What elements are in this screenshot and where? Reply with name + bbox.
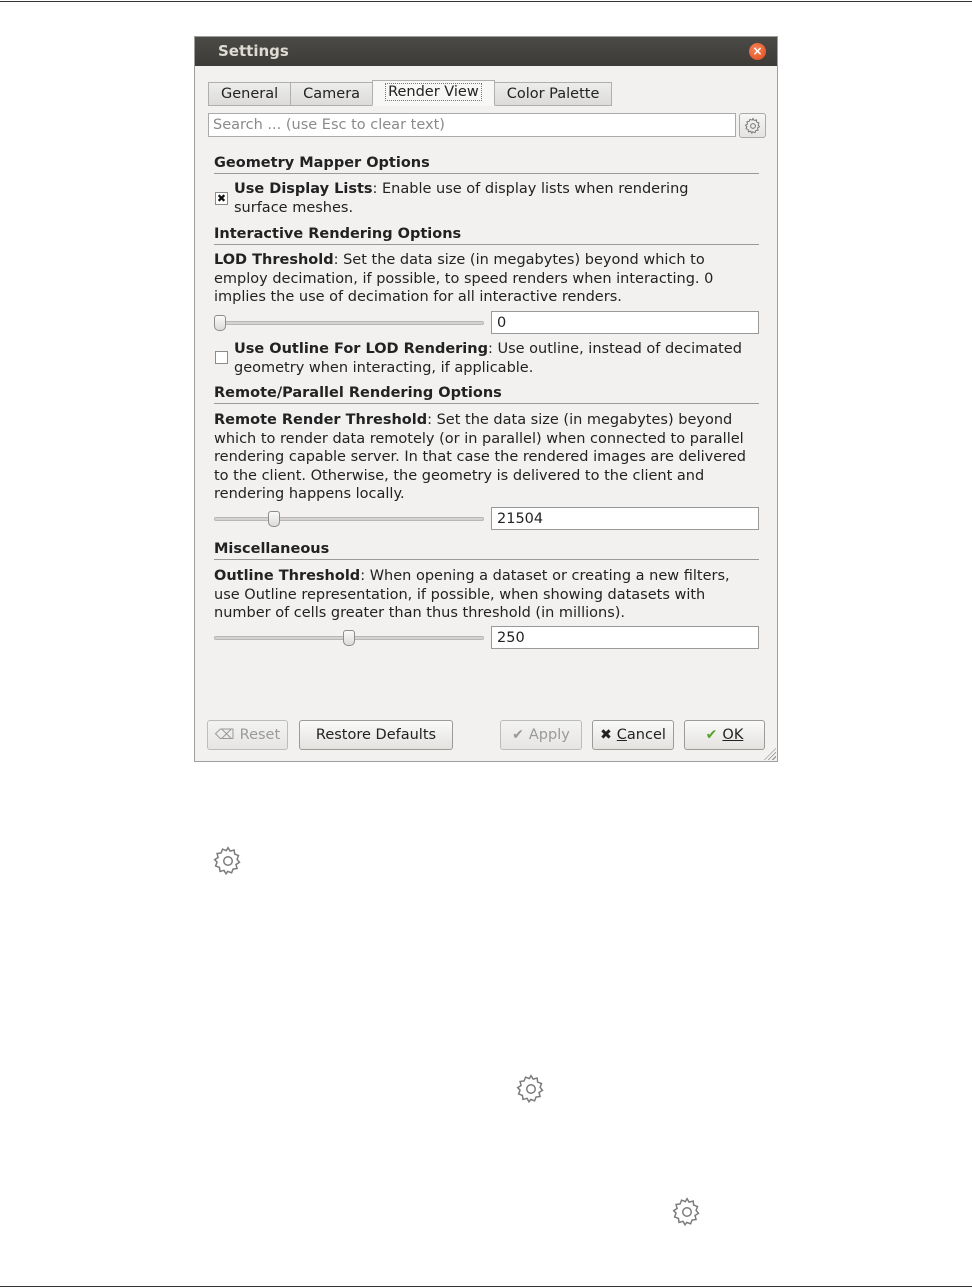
tab-bar — [208, 80, 611, 106]
tab-general[interactable] — [208, 82, 291, 106]
outline-threshold-text — [214, 567, 759, 623]
display-lists-checkbox[interactable]: ✖ — [216, 192, 227, 205]
apply-label: Apply — [528, 727, 570, 743]
outline-lod-label: Use Outline For LOD Rendering — [234, 341, 488, 357]
close-icon[interactable]: × — [749, 43, 766, 60]
clear-icon: ⌫ — [214, 727, 235, 743]
reset-button[interactable] — [207, 720, 288, 750]
cross-icon: ✖ — [600, 727, 612, 743]
tab-label: Render View — [385, 83, 482, 101]
title-bar — [195, 37, 777, 66]
tab-camera[interactable] — [290, 82, 373, 106]
checkmark-icon: ✔ — [705, 727, 718, 743]
cancel-label-rest: ancel — [626, 727, 666, 743]
lod-threshold-slider[interactable] — [214, 314, 484, 332]
outline-lod-description: : Use outline, instead of decimated geometry when interacting, if applicable. — [234, 341, 742, 376]
outline-threshold-slider[interactable] — [214, 629, 484, 647]
remote-threshold-slider[interactable] — [214, 510, 484, 528]
apply-button[interactable] — [500, 720, 582, 750]
restore-defaults-button[interactable] — [299, 720, 453, 750]
remote-threshold-text — [214, 411, 759, 504]
checkmark-icon: ✔ — [512, 727, 524, 743]
tab-label: Camera — [303, 86, 361, 102]
slider-handle[interactable] — [268, 511, 280, 527]
search-input[interactable] — [208, 113, 736, 137]
remote-threshold-input[interactable] — [491, 507, 759, 530]
outline-lod-checkbox[interactable] — [215, 351, 228, 364]
section-interactive-title: Interactive Rendering Options — [214, 226, 759, 245]
gear-icon — [212, 845, 244, 877]
remote-threshold-description: : Set the data size (in megabytes) beyond which to render data remotely (or in parallel) when connected to parallel rendering capable server. In that case the rendered images are delivered to the client. Otherwise, the geometry is delivered to the client and rendering happens locally. — [214, 412, 746, 502]
gear-icon — [515, 1073, 547, 1105]
resize-grip[interactable] — [764, 748, 776, 760]
ok-label: OK — [722, 727, 744, 743]
display-lists-label: Use Display Lists — [234, 181, 373, 197]
section-geometry-title: Geometry Mapper Options — [214, 155, 759, 174]
lod-threshold-text — [214, 251, 759, 307]
outline-lod-text — [234, 340, 744, 377]
lod-threshold-input[interactable] — [491, 311, 759, 334]
tab-label: General — [221, 86, 279, 102]
page-top-rule — [0, 1, 972, 2]
display-lists-text — [234, 180, 744, 217]
gear-icon — [744, 117, 762, 135]
advanced-settings-button[interactable] — [739, 113, 766, 138]
cancel-mnemonic: C — [616, 727, 627, 743]
cancel-button[interactable] — [592, 720, 674, 750]
tab-render-view[interactable] — [372, 80, 495, 106]
outline-threshold-label: Outline Threshold — [214, 568, 361, 584]
settings-dialog — [194, 36, 778, 762]
window-title: Settings — [218, 42, 289, 60]
remote-threshold-label: Remote Render Threshold — [214, 412, 428, 428]
section-misc-title: Miscellaneous — [214, 541, 759, 560]
lod-threshold-label: LOD Threshold — [214, 252, 334, 268]
slider-handle[interactable] — [214, 315, 226, 331]
ok-button[interactable] — [684, 720, 765, 750]
reset-label: Reset — [239, 727, 281, 743]
cancel-label — [617, 721, 666, 749]
page-bottom-rule — [0, 1286, 972, 1287]
section-remote-title: Remote/Parallel Rendering Options — [214, 385, 759, 404]
outline-threshold-description: : When opening a dataset or creating a new filters, use Outline representation, if possible, when showing datasets with number of cells greater than thus threshold (in millions). — [214, 568, 730, 621]
search-row — [208, 113, 766, 137]
lod-threshold-description: : Set the data size (in megabytes) beyond which to employ decimation, if possible, to speed renders when interacting. 0 implies the use of decimation for all interactive renders. — [214, 252, 714, 305]
display-lists-description: : Enable use of display lists when rendering surface meshes. — [234, 181, 689, 216]
tab-label: Color Palette — [506, 86, 600, 102]
slider-handle[interactable] — [343, 630, 355, 646]
tab-color-palette[interactable] — [494, 82, 613, 106]
slider-track — [214, 321, 484, 325]
outline-threshold-input[interactable] — [491, 626, 759, 649]
restore-defaults-label: Restore Defaults — [315, 727, 437, 743]
gear-icon — [671, 1196, 703, 1228]
slider-track — [214, 517, 484, 521]
